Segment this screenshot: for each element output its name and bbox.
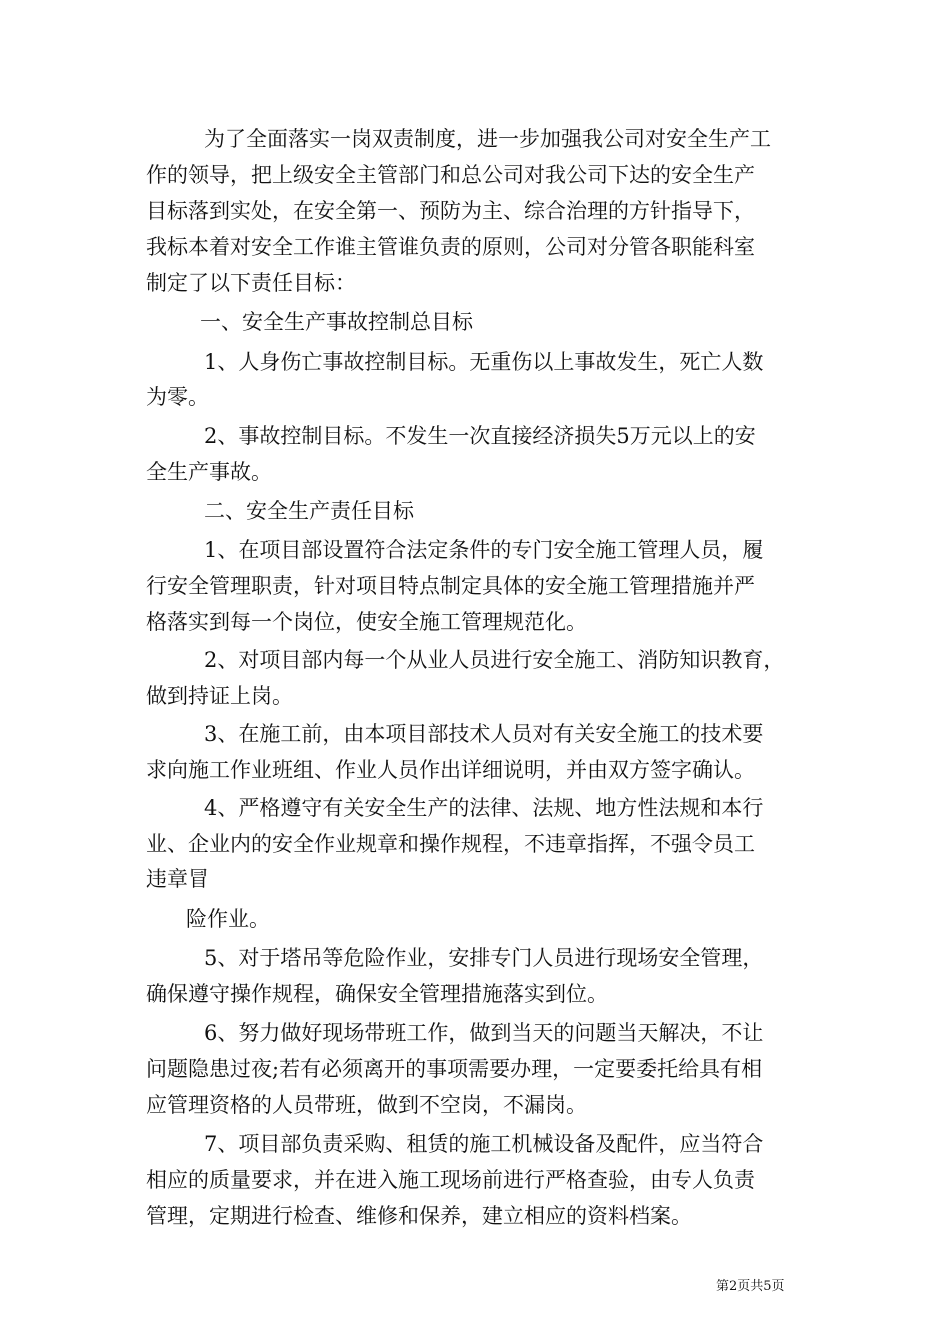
paragraph-line: 险作业。: [186, 907, 270, 931]
paragraph-line: 4、严格遵守有关安全生产的法律、法规、地方性法规和本行: [204, 796, 764, 820]
paragraph-line: 5、对于塔吊等危险作业，安排专门人员进行现场安全管理，: [204, 946, 764, 970]
paragraph-line: 确保遵守操作规程，确保安全管理措施落实到位。: [146, 982, 608, 1006]
paragraph-line: 3、在施工前，由本项目部技术人员对有关安全施工的技术要: [204, 722, 764, 746]
paragraph-line: 全生产事故。: [146, 460, 272, 484]
paragraph-line: 行安全管理职责，针对项目特点制定具体的安全施工管理措施并严: [146, 574, 755, 598]
page-number-footer: 第2页共5页: [716, 1279, 785, 1294]
paragraph-line: 目标落到实处，在安全第一、预防为主、综合治理的方针指导下，: [146, 199, 755, 223]
paragraph-line: 二、安全生产责任目标: [204, 499, 414, 523]
paragraph-line: 求向施工作业班组、作业人员作出详细说明，并由双方签字确认。: [146, 758, 755, 782]
paragraph-line: 违章冒: [146, 867, 209, 891]
paragraph-line: 制定了以下责任目标：: [146, 271, 356, 295]
paragraph-line: 一、安全生产事故控制总目标: [200, 310, 473, 334]
paragraph-line: 1、在项目部设置符合法定条件的专门安全施工管理人员，履: [204, 538, 764, 562]
paragraph-line: 为零。: [146, 385, 209, 409]
paragraph-line: 管理，定期进行检查、维修和保养，建立相应的资料档案。: [146, 1204, 692, 1228]
paragraph-line: 作的领导，把上级安全主管部门和总公司对我公司下达的安全生产: [146, 163, 755, 187]
paragraph-line: 我标本着对安全工作谁主管谁负责的原则，公司对分管各职能科室: [146, 235, 755, 259]
paragraph-line: 1、人身伤亡事故控制目标。无重伤以上事故发生，死亡人数: [204, 350, 764, 374]
paragraph-line: 相应的质量要求，并在进入施工现场前进行严格查验，由专人负责: [146, 1168, 755, 1192]
paragraph-line: 业、企业内的安全作业规章和操作规程，不违章指挥，不强令员工: [146, 832, 755, 856]
paragraph-line: 2、事故控制目标。不发生一次直接经济损失5万元以上的安: [204, 424, 756, 448]
paragraph-line: 问题隐患过夜;若有必须离开的事项需要办理，一定要委托给具有相: [146, 1057, 763, 1081]
paragraph-line: 7、项目部负责采购、租赁的施工机械设备及配件，应当符合: [204, 1132, 764, 1156]
paragraph-line: 6、努力做好现场带班工作，做到当天的问题当天解决，不让: [204, 1021, 764, 1045]
paragraph-line: 2、对项目部内每一个从业人员进行安全施工、消防知识教育，: [204, 648, 785, 672]
paragraph-line: 做到持证上岗。: [146, 684, 293, 708]
paragraph-line: 应管理资格的人员带班，做到不空岗，不漏岗。: [146, 1093, 587, 1117]
paragraph-line: 格落实到每一个岗位，使安全施工管理规范化。: [146, 610, 587, 634]
paragraph-line: 为了全面落实一岗双责制度，进一步加强我公司对安全生产工: [204, 127, 771, 151]
